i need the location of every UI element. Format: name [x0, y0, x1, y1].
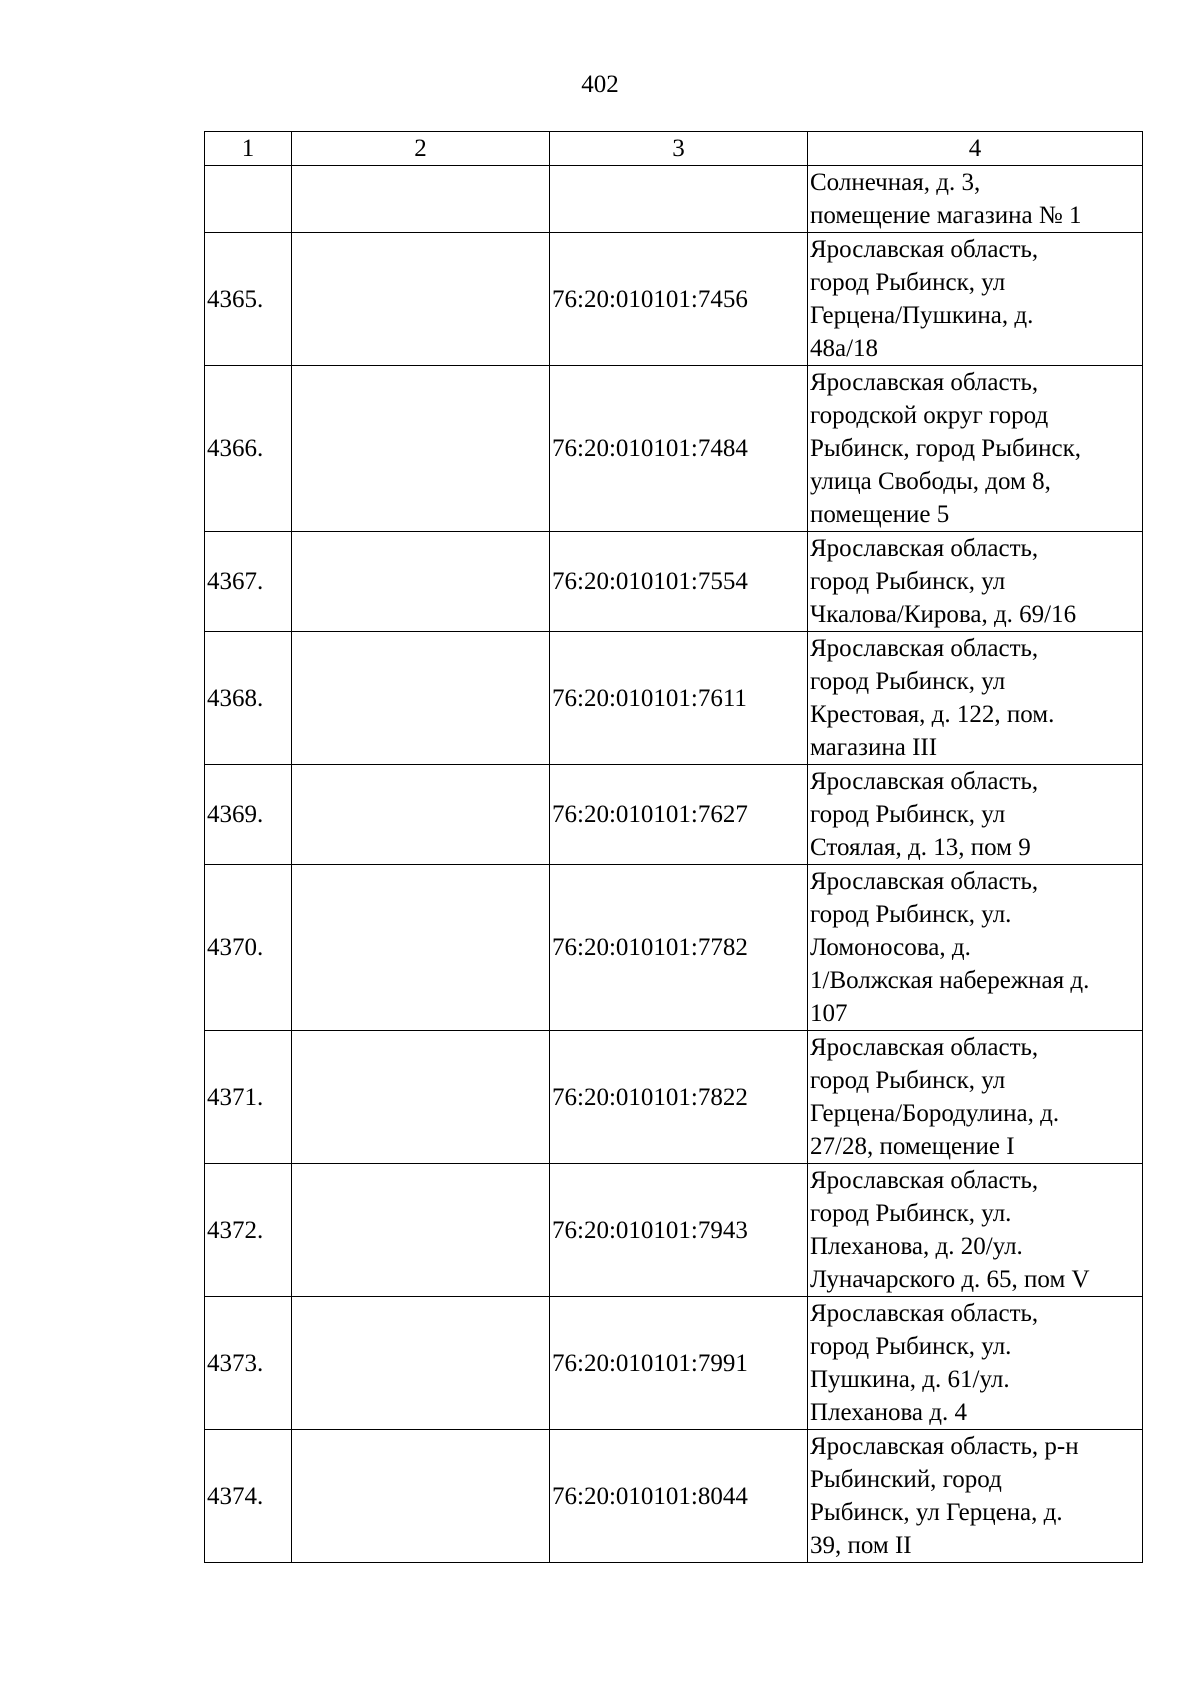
- cadastral-number: 76:20:010101:8044: [550, 1430, 808, 1563]
- cadastral-number: 76:20:010101:7782: [550, 865, 808, 1031]
- table-row: [205, 532, 1143, 632]
- table-row: [205, 366, 1143, 532]
- table-row: [205, 233, 1143, 366]
- object-name: [292, 166, 550, 233]
- row-number: [205, 166, 292, 233]
- column-header-3: 3: [550, 132, 808, 166]
- table-row: [205, 632, 1143, 765]
- cadastral-number: 76:20:010101:7611: [550, 632, 808, 765]
- cadastral-number: 76:20:010101:7991: [550, 1297, 808, 1430]
- table-row: [205, 1297, 1143, 1430]
- row-number: 4369.: [205, 765, 292, 865]
- row-number: 4366.: [205, 366, 292, 532]
- page-number: 402: [581, 71, 619, 98]
- cadastral-number: 76:20:010101:7627: [550, 765, 808, 865]
- address: Ярославская область, город Рыбинск, ул Герцена/Пушкина, д. 48а/18: [808, 233, 1143, 366]
- object-name: [292, 1297, 550, 1430]
- address: Ярославская область, город Рыбинск, ул. Пушкина, д. 61/ул. Плеханова д. 4: [808, 1297, 1143, 1430]
- address: Ярославская область, город Рыбинск, ул. Плеханова, д. 20/ул. Луначарского д. 65, пом V: [808, 1164, 1143, 1297]
- table-row: [205, 1031, 1143, 1164]
- table-row: [205, 1164, 1143, 1297]
- address: Солнечная, д. 3, помещение магазина № 1: [808, 166, 1143, 233]
- cadastral-number: 76:20:010101:7554: [550, 532, 808, 632]
- address: Ярославская область, р-н Рыбинский, город Рыбинск, ул Герцена, д. 39, пом II: [808, 1430, 1143, 1563]
- object-name: [292, 366, 550, 532]
- address: Ярославская область, город Рыбинск, ул Чкалова/Кирова, д. 69/16: [808, 532, 1143, 632]
- table-row: [205, 865, 1143, 1031]
- table-row: [205, 1430, 1143, 1563]
- table-row: [205, 765, 1143, 865]
- row-number: 4373.: [205, 1297, 292, 1430]
- row-number: 4371.: [205, 1031, 292, 1164]
- cadastral-number: [550, 166, 808, 233]
- cadastral-number: 76:20:010101:7456: [550, 233, 808, 366]
- object-name: [292, 765, 550, 865]
- object-name: [292, 532, 550, 632]
- object-name: [292, 1164, 550, 1297]
- row-number: 4374.: [205, 1430, 292, 1563]
- registry-table: [204, 131, 1143, 1563]
- row-number: 4372.: [205, 1164, 292, 1297]
- object-name: [292, 1430, 550, 1563]
- address: Ярославская область, город Рыбинск, ул Крестовая, д. 122, пом. магазина III: [808, 632, 1143, 765]
- column-header-4: 4: [808, 132, 1143, 166]
- row-number: 4365.: [205, 233, 292, 366]
- object-name: [292, 233, 550, 366]
- cadastral-number: 76:20:010101:7943: [550, 1164, 808, 1297]
- column-header-1: 1: [205, 132, 292, 166]
- cadastral-number: 76:20:010101:7484: [550, 366, 808, 532]
- object-name: [292, 1031, 550, 1164]
- table-header-row: [205, 132, 1143, 166]
- address: Ярославская область, город Рыбинск, ул Стоялая, д. 13, пом 9: [808, 765, 1143, 865]
- column-header-2: 2: [292, 132, 550, 166]
- row-number: 4370.: [205, 865, 292, 1031]
- row-number: 4367.: [205, 532, 292, 632]
- row-number: 4368.: [205, 632, 292, 765]
- object-name: [292, 865, 550, 1031]
- cadastral-number: 76:20:010101:7822: [550, 1031, 808, 1164]
- address: Ярославская область, город Рыбинск, ул Герцена/Бородулина, д. 27/28, помещение I: [808, 1031, 1143, 1164]
- object-name: [292, 632, 550, 765]
- address: Ярославская область, городской округ город Рыбинск, город Рыбинск, улица Свободы, дом 8, помещение 5: [808, 366, 1143, 532]
- table-row: [205, 166, 1143, 233]
- address: Ярославская область, город Рыбинск, ул. Ломоносова, д. 1/Волжская набережная д. 107: [808, 865, 1143, 1031]
